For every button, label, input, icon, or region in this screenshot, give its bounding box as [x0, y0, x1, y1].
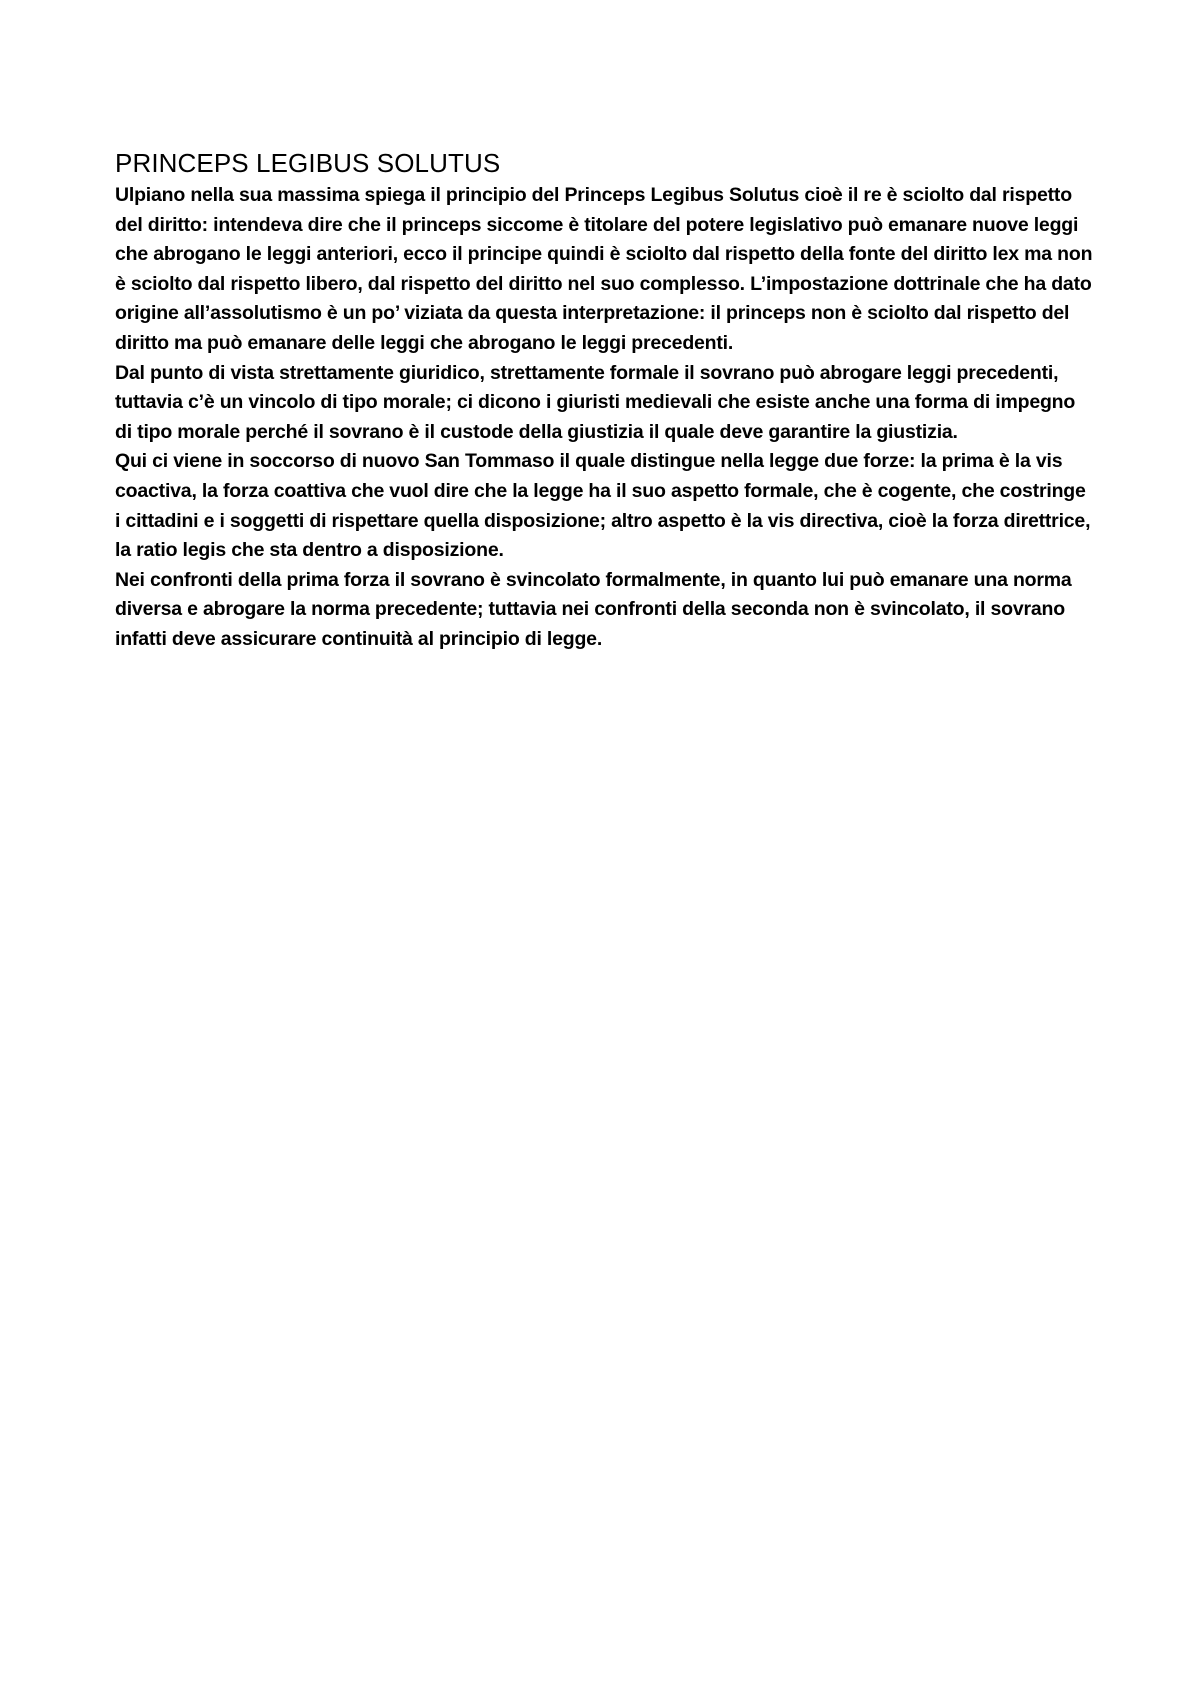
paragraph: Ulpiano nella sua massima spiega il principio del Princeps Legibus Solutus cioè il re è sciolto dal rispetto del diritto: intendeva dire che il princeps siccome è titolare del potere legislativo può emanare nuove leggi che abrogano le leggi anteriori, ecco il principe quindi è sciolto dal rispetto della fonte del diritto lex ma non è sciolto dal rispetto libero, dal rispetto del diritto nel suo complesso. L’impostazione dottrinale che ha dato origine all’assolutismo è un po’ viziata da questa interpretazione: il princeps non è sciolto dal rispetto del diritto ma può emanare delle leggi che abrogano le leggi precedenti. [115, 184, 1093, 354]
paragraph: Nei confronti della prima forza il sovrano è svincolato formalmente, in quanto lui può emanare una norma diversa e abrogare la norma precedente; tuttavia nei confronti della seconda non è svincolato, il sovrano infatti deve assicurare continuità al principio di legge. [115, 568, 1072, 650]
document-title: PRINCEPS LEGIBUS SOLUTUS [115, 148, 501, 178]
document-body [115, 145, 1095, 655]
paragraph: Dal punto di vista strettamente giuridico, strettamente formale il sovrano può abrogare leggi precedenti, tuttavia c’è un vincolo di tipo morale; ci dicono i giuristi medievali che esiste anche una forma di impegno di tipo morale perché il sovrano è il custode della giustizia il quale deve garantire la giustizia. [115, 361, 1076, 443]
paragraph: Qui ci viene in soccorso di nuovo San Tommaso il quale distingue nella legge due forze: la prima è la vis coactiva, la forza coattiva che vuol dire che la legge ha il suo aspetto formale, che è cogente, che costringe i cittadini e i soggetti di rispettare quella disposizione; altro aspetto è la vis directiva, cioè la forza direttrice, la ratio legis che sta dentro a disposizione. [115, 450, 1091, 562]
